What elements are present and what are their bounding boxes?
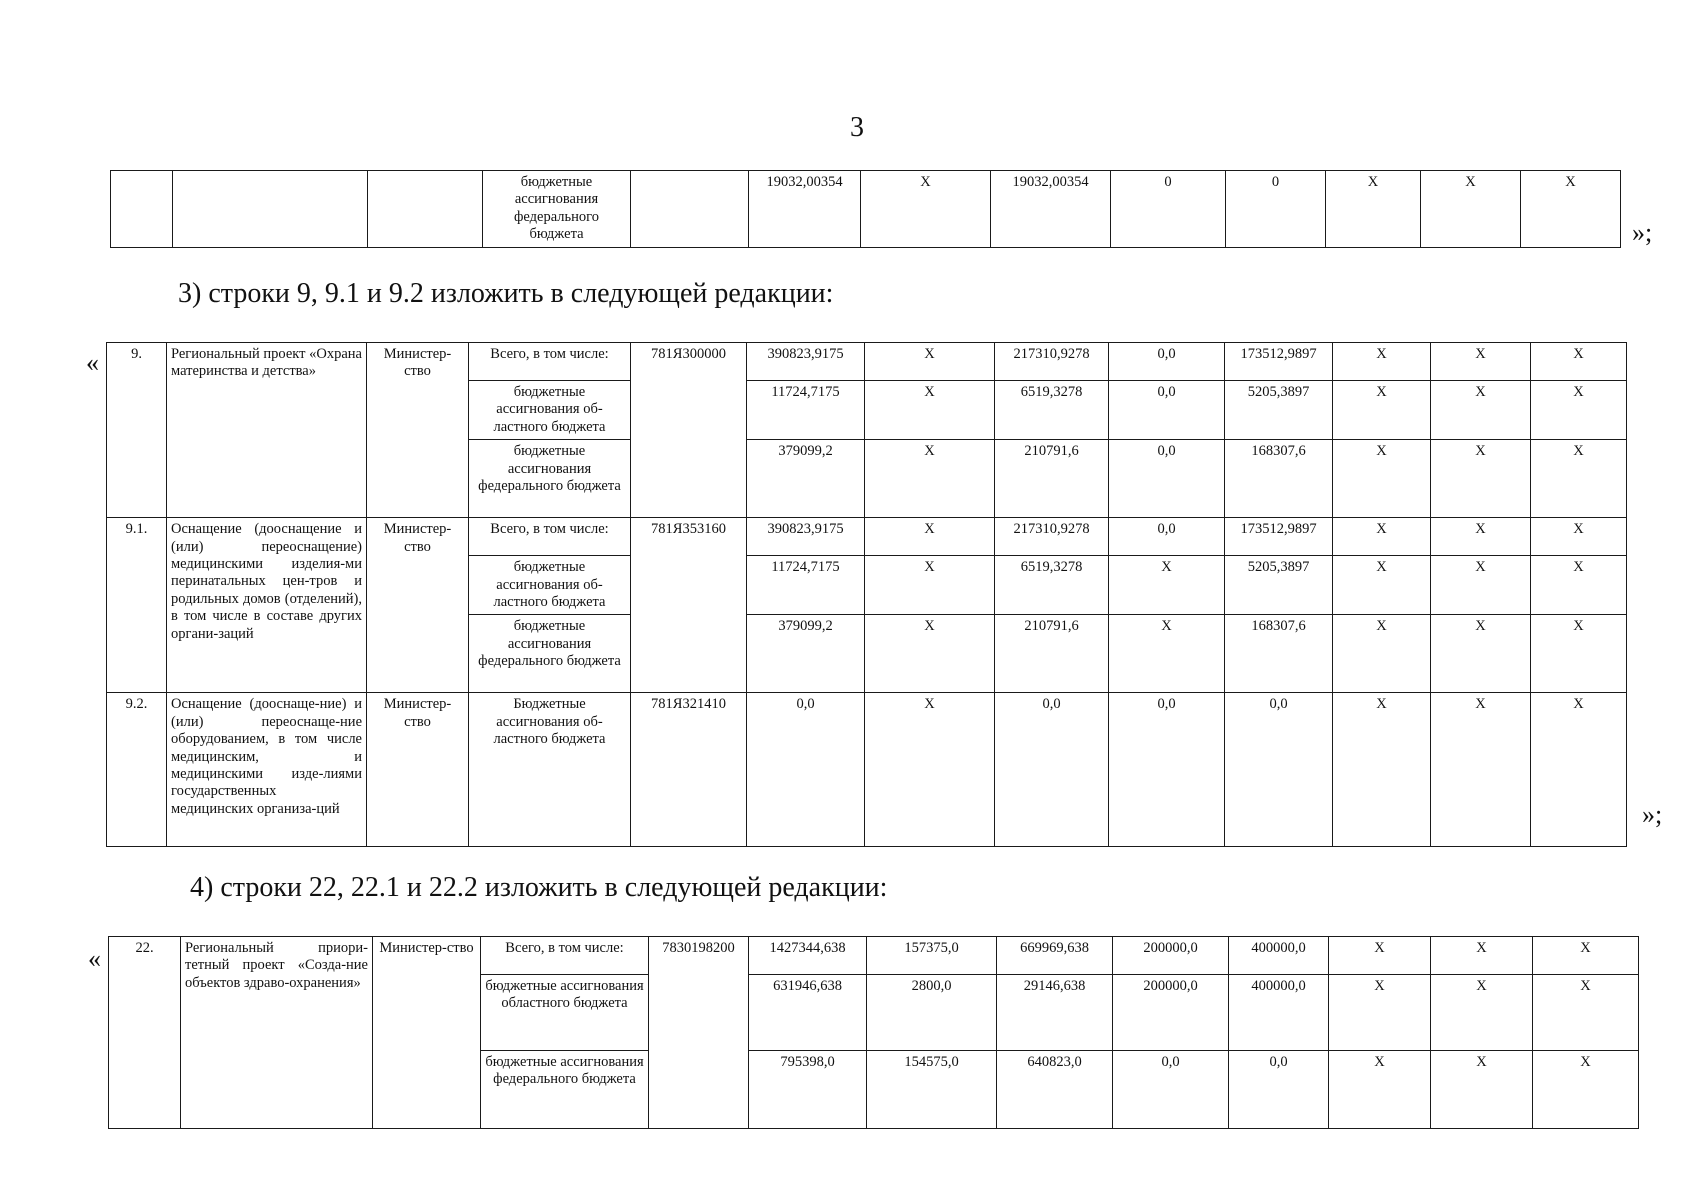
value-cell: Х: [1431, 937, 1533, 975]
item-name-cell: Региональный проект «Охрана материнства и детства»: [167, 343, 367, 518]
funding-source-cell: Всего, в том числе:: [469, 343, 631, 381]
closing-quote: »;: [1632, 218, 1653, 247]
value-cell: Х: [1421, 171, 1521, 248]
value-cell: Х: [865, 381, 995, 440]
value-cell: 5205,3897: [1225, 556, 1333, 615]
value-cell: 11724,7175: [747, 556, 865, 615]
funding-source-cell: бюджетные ассигнования федерального бюджета: [481, 1051, 649, 1129]
value-cell: Х: [1531, 518, 1627, 556]
value-cell: 154575,0: [867, 1051, 997, 1129]
page-number: 3: [850, 112, 864, 143]
value-cell: 173512,9897: [1225, 343, 1333, 381]
value-cell: Х: [1533, 975, 1639, 1051]
value-cell: 0,0: [1109, 518, 1225, 556]
value-cell: Х: [1431, 518, 1531, 556]
value-cell: 200000,0: [1113, 937, 1229, 975]
budget-table-rows-22: [108, 936, 1639, 1129]
row-number-cell: 9.1.: [107, 518, 167, 693]
closing-quote: »;: [1642, 800, 1663, 829]
value-cell: 1427344,638: [749, 937, 867, 975]
value-cell: Х: [1333, 440, 1431, 518]
opening-quote: «: [88, 944, 101, 973]
value-cell: Х: [861, 171, 991, 248]
value-cell: Х: [865, 556, 995, 615]
value-cell: 168307,6: [1225, 615, 1333, 693]
value-cell: Х: [865, 343, 995, 381]
value-cell: Х: [1531, 440, 1627, 518]
value-cell: 173512,9897: [1225, 518, 1333, 556]
value-cell: Х: [1521, 171, 1621, 248]
value-cell: Х: [1326, 171, 1421, 248]
value-cell: [368, 171, 483, 248]
table-row: [109, 937, 1639, 975]
budget-table-continuation: [110, 170, 1621, 248]
value-cell: 200000,0: [1113, 975, 1229, 1051]
budget-code-cell: 781Я300000: [631, 343, 747, 518]
value-cell: 210791,6: [995, 615, 1109, 693]
funding-source-cell: Всего, в том числе:: [481, 937, 649, 975]
value-cell: Х: [1333, 343, 1431, 381]
value-cell: 217310,9278: [995, 343, 1109, 381]
row-number-cell: 22.: [109, 937, 181, 1129]
table-row: [107, 518, 1627, 556]
value-cell: Х: [865, 693, 995, 847]
executor-cell: Министер-ство: [367, 693, 469, 847]
budget-code-cell: 781Я321410: [631, 693, 747, 847]
item-name-cell: Оснащение (дооснаще-ние) и (или) переоснаще-ние оборудованием, в том числе медицинским, и медицинскими изде-лиями государственных медицинских организа-ций: [167, 693, 367, 847]
value-cell: Х: [1531, 381, 1627, 440]
value-cell: Х: [1533, 937, 1639, 975]
funding-source-cell: бюджетные ассигнования областного бюджета: [481, 975, 649, 1051]
value-cell: 631946,638: [749, 975, 867, 1051]
table-row: [111, 171, 1621, 248]
value-cell: Х: [1431, 343, 1531, 381]
value-cell: 0,0: [1229, 1051, 1329, 1129]
opening-quote: «: [86, 348, 99, 377]
funding-source-cell: бюджетные ассигнования об-ластного бюджета: [469, 556, 631, 615]
value-cell: 795398,0: [749, 1051, 867, 1129]
value-cell: Х: [865, 518, 995, 556]
value-cell: Х: [1109, 615, 1225, 693]
value-cell: 0,0: [1109, 381, 1225, 440]
value-cell: 0: [1226, 171, 1326, 248]
funding-source-cell: бюджетные ассигнования федерального бюджета: [469, 440, 631, 518]
value-cell: 168307,6: [1225, 440, 1333, 518]
value-cell: Х: [1431, 556, 1531, 615]
value-cell: 6519,3278: [995, 381, 1109, 440]
budget-table-rows-9: [106, 342, 1627, 847]
value-cell: Х: [1329, 975, 1431, 1051]
value-cell: [173, 171, 368, 248]
value-cell: Х: [865, 615, 995, 693]
value-cell: Х: [1329, 1051, 1431, 1129]
value-cell: 0,0: [1109, 343, 1225, 381]
value-cell: 157375,0: [867, 937, 997, 975]
executor-cell: Министер-ство: [373, 937, 481, 1129]
value-cell: Х: [1531, 556, 1627, 615]
value-cell: [111, 171, 173, 248]
funding-source-cell: бюджетные ассигнования об-ластного бюджета: [469, 381, 631, 440]
funding-source-cell: Бюджетные ассигнования об-ластного бюджета: [469, 693, 631, 847]
value-cell: Х: [1431, 1051, 1533, 1129]
value-cell: Х: [1333, 556, 1431, 615]
value-cell: 379099,2: [747, 440, 865, 518]
value-cell: 0,0: [1225, 693, 1333, 847]
value-cell: Х: [1531, 343, 1627, 381]
table-row: [107, 343, 1627, 381]
value-cell: 0,0: [747, 693, 865, 847]
value-cell: 0,0: [1113, 1051, 1229, 1129]
budget-code-cell: 7830198200: [649, 937, 749, 1129]
value-cell: 29146,638: [997, 975, 1113, 1051]
row-number-cell: 9.2.: [107, 693, 167, 847]
value-cell: 6519,3278: [995, 556, 1109, 615]
table-row: [107, 693, 1627, 847]
value-cell: 217310,9278: [995, 518, 1109, 556]
value-cell: Х: [1431, 440, 1531, 518]
value-cell: 210791,6: [995, 440, 1109, 518]
value-cell: 5205,3897: [1225, 381, 1333, 440]
row-number-cell: 9.: [107, 343, 167, 518]
value-cell: Х: [1109, 556, 1225, 615]
value-cell: Х: [1333, 693, 1431, 847]
value-cell: 19032,00354: [749, 171, 861, 248]
funding-source-cell: Всего, в том числе:: [469, 518, 631, 556]
value-cell: Х: [1431, 381, 1531, 440]
funding-source-cell: бюджетные ассигнования федерального бюджета: [469, 615, 631, 693]
value-cell: 400000,0: [1229, 975, 1329, 1051]
section-3-heading: 3) строки 9, 9.1 и 9.2 изложить в следующей редакции:: [178, 278, 834, 309]
value-cell: 2800,0: [867, 975, 997, 1051]
value-cell: Х: [1333, 518, 1431, 556]
value-cell: 0,0: [1109, 440, 1225, 518]
value-cell: 0: [1111, 171, 1226, 248]
value-cell: 379099,2: [747, 615, 865, 693]
value-cell: 640823,0: [997, 1051, 1113, 1129]
value-cell: Х: [1431, 693, 1531, 847]
value-cell: 390823,9175: [747, 518, 865, 556]
budget-code-cell: 781Я353160: [631, 518, 747, 693]
value-cell: 0,0: [1109, 693, 1225, 847]
executor-cell: Министер-ство: [367, 518, 469, 693]
item-name-cell: Региональный приори-тетный проект «Созда-ние объектов здраво-охранения»: [181, 937, 373, 1129]
value-cell: 400000,0: [1229, 937, 1329, 975]
value-cell: Х: [1329, 937, 1431, 975]
value-cell: Х: [1533, 1051, 1639, 1129]
value-cell: [631, 171, 749, 248]
value-cell: Х: [1531, 693, 1627, 847]
value-cell: Х: [865, 440, 995, 518]
value-cell: Х: [1531, 615, 1627, 693]
value-cell: Х: [1333, 381, 1431, 440]
value-cell: 669969,638: [997, 937, 1113, 975]
executor-cell: Министер-ство: [367, 343, 469, 518]
value-cell: 11724,7175: [747, 381, 865, 440]
value-cell: Х: [1431, 615, 1531, 693]
value-cell: 19032,00354: [991, 171, 1111, 248]
item-name-cell: Оснащение (дооснащение и (или) переоснащение) медицинскими изделия-ми перинатальных цен-тров и родильных домов (отделений), в том числе в составе других органи-заций: [167, 518, 367, 693]
value-cell: Х: [1333, 615, 1431, 693]
section-4-heading: 4) строки 22, 22.1 и 22.2 изложить в следующей редакции:: [190, 872, 888, 903]
value-cell: Х: [1431, 975, 1533, 1051]
funding-source-cell: бюджетные ассигнования федерального бюджета: [483, 171, 631, 248]
value-cell: 390823,9175: [747, 343, 865, 381]
value-cell: 0,0: [995, 693, 1109, 847]
